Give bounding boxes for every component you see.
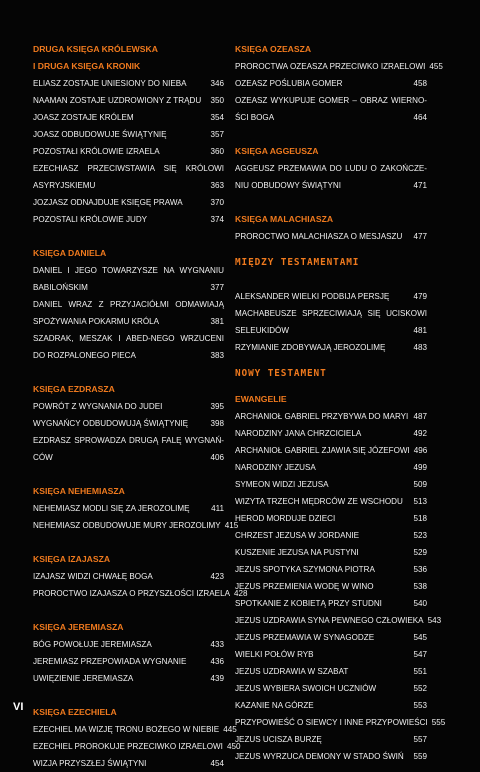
toc-entry[interactable]: [33, 585, 248, 602]
toc-column-right: [235, 41, 446, 765]
entry-title-line: DO ROZPALONEGO PIECA: [33, 351, 136, 360]
entry-title-line: ASYRYJSKIEMU: [33, 181, 96, 190]
toc-entry[interactable]: [235, 595, 427, 612]
toc-entry[interactable]: [235, 339, 427, 356]
entry-title: JEZUS PRZEMAWIA W SYNAGODZE: [235, 633, 375, 642]
page-number: 540: [413, 599, 427, 608]
entry-last-line: [235, 177, 427, 194]
toc-entry[interactable]: [33, 160, 224, 194]
page-number: 398: [210, 419, 224, 428]
spacer: [33, 534, 224, 551]
toc-entry[interactable]: [33, 500, 224, 517]
toc-entry[interactable]: [235, 646, 427, 663]
entry-title-line: AGGEUSZ PRZEMAWIA DO LUDU O ZAKOŃCZE-: [235, 164, 427, 173]
entry-title: KAZANIE NA GÓRZE: [235, 701, 314, 710]
page-number: 555: [431, 718, 446, 727]
spacer: [235, 194, 427, 211]
page-number: 496: [413, 446, 428, 455]
entry-title: ELIASZ ZOSTAJE UNIESIONY DO NIEBA: [33, 79, 187, 88]
entry-title: JOZJASZ ODNAJDUJE KSIĘGĘ PRAWA: [33, 198, 183, 207]
page-number: 523: [413, 531, 427, 540]
entry-title-line: DANIEL WRAZ Z PRZYJACIÓŁMI ODMAWIAJĄ: [33, 300, 224, 309]
entry-last-line: [33, 449, 224, 466]
entry-title-line: SZADRAK, MESZAK I ABED-NEGO WRZUCENI: [33, 334, 224, 343]
page-number: 383: [210, 351, 224, 360]
entry-title: POZOSTAŁI KRÓLOWIE IZRAELA: [33, 147, 160, 156]
page-number: 455: [429, 62, 443, 71]
page-number: 464: [413, 113, 427, 122]
spacer: [33, 466, 224, 483]
toc-entry[interactable]: [235, 544, 427, 561]
spacer: [235, 382, 427, 391]
page-number: 360: [210, 147, 224, 156]
page-number: 487: [413, 412, 427, 421]
entry-last-line: [235, 109, 427, 126]
entry-title: PRZYPOWIEŚĆ O SIEWCY I INNE PRZYPOWIEŚCI: [235, 718, 428, 727]
page-number: 423: [210, 572, 224, 581]
toc-entry[interactable]: [235, 680, 427, 697]
entry-title: JEZUS WYBIERA SWOICH UCZNIÓW: [235, 684, 377, 693]
page-number: 377: [210, 283, 224, 292]
page-number: 557: [413, 735, 427, 744]
toc-entry[interactable]: [33, 636, 224, 653]
toc-entry[interactable]: [235, 305, 427, 339]
entry-title: WIZYTA TRZECH MĘDRCÓW ZE WSCHODU: [235, 497, 403, 506]
heading-line: KSIĘGA EZDRASZA: [33, 384, 115, 394]
entry-last-line: [33, 177, 224, 194]
heading-line: I DRUGA KSIĘGA KRONIK: [33, 61, 141, 71]
entry-title: NEHEMIASZ ODBUDOWUJE MURY JEROZOLIMY: [33, 521, 221, 530]
heading-line: KSIĘGA MALACHIASZA: [235, 214, 334, 224]
entry-title-line: SPOŻYWANIA POKARMU KRÓLA: [33, 317, 160, 326]
toc-entry[interactable]: [235, 697, 427, 714]
entry-title: JOASZ ODBUDOWUJE ŚWIĄTYNIĘ: [33, 130, 167, 139]
page-number: 518: [413, 514, 427, 523]
toc-entry[interactable]: [33, 194, 224, 211]
page-number: 357: [210, 130, 224, 139]
toc-entry[interactable]: [33, 262, 224, 296]
spacer: [33, 228, 224, 245]
page-number: 406: [210, 453, 224, 462]
toc-entry[interactable]: [235, 408, 427, 425]
toc-entry[interactable]: [235, 578, 427, 595]
toc-entry[interactable]: [235, 459, 427, 476]
page-number: 543: [427, 616, 442, 625]
toc-entry[interactable]: [235, 731, 427, 748]
entry-title: EZECHIEL PROROKUJE PRZECIWKO IZRAELOWI: [33, 742, 223, 751]
page-number: 545: [413, 633, 427, 642]
section-heading: [33, 245, 224, 262]
entry-title: HEROD MORDUJE DZIECI: [235, 514, 336, 523]
page-number: 458: [413, 79, 427, 88]
heading-line: EWANGELIE: [235, 394, 287, 404]
page-number: 513: [413, 497, 427, 506]
entry-title-line: BABILOŃSKIM: [33, 283, 88, 292]
section-heading: [33, 41, 224, 75]
page-number: 481: [413, 326, 427, 335]
section-heading: [235, 391, 427, 408]
toc-entry[interactable]: [235, 92, 427, 126]
page-folio: VI: [13, 701, 24, 713]
entry-title: ARCHANIOŁ GABRIEL PRZYBYWA DO MARYI: [235, 412, 409, 421]
entry-last-line: [33, 279, 224, 296]
toc-entry[interactable]: [33, 109, 224, 126]
entry-title: PROROCTWA OZEASZA PRZECIWKO IZRAELOWI: [235, 62, 426, 71]
entry-title-line: MACHABEUSZE SPRZECIWIAJĄ SIĘ UCISKOWI: [235, 309, 427, 318]
toc-entry[interactable]: [33, 415, 224, 432]
page-number: 479: [413, 292, 427, 301]
entry-title: NEHEMIASZ MODLI SIĘ ZA JEROZOLIMĘ: [33, 504, 190, 513]
page-number: 370: [210, 198, 224, 207]
entry-title: JOASZ ZOSTAJE KRÓLEM: [33, 113, 134, 122]
entry-title: IZAJASZ WIDZI CHWAŁĘ BOGA: [33, 572, 153, 581]
page-number: 439: [210, 674, 224, 683]
toc-entry[interactable]: [33, 398, 224, 415]
entry-title: CHRZEST JEZUSA W JORDANIE: [235, 531, 359, 540]
entry-title: NARODZINY JEZUSA: [235, 463, 316, 472]
page-number: 374: [210, 215, 224, 224]
heading-line: DRUGA KSIĘGA KRÓLEWSKA: [33, 44, 158, 54]
section-heading: [235, 211, 427, 228]
toc-entry[interactable]: [33, 211, 224, 228]
entry-title: JEZUS UZDRAWIA W SZABAT: [235, 667, 349, 676]
toc-entry[interactable]: [235, 476, 427, 493]
entry-title: KUSZENIE JEZUSA NA PUSTYNI: [235, 548, 359, 557]
section-heading: [235, 143, 427, 160]
toc-entry[interactable]: [235, 527, 427, 544]
toc-entry[interactable]: [235, 75, 427, 92]
toc-entry[interactable]: [33, 126, 224, 143]
toc-entry[interactable]: [235, 561, 427, 578]
page-number: 483: [413, 343, 427, 352]
page-number: 492: [413, 429, 427, 438]
entry-title: JEZUS PRZEMIENIA WODĘ W WINO: [235, 582, 374, 591]
section-heading: [33, 483, 224, 500]
entry-title: JEZUS WYRZUCA DEMONY W STADO ŚWIŃ: [235, 752, 404, 761]
entry-title-line: EZDRASZ SPROWADZA DRUGĄ FALĘ WYGNAŃ-: [33, 436, 224, 445]
entry-last-line: [33, 313, 224, 330]
entry-last-line: [33, 347, 224, 364]
entry-last-line: [235, 322, 427, 339]
page-number: 346: [210, 79, 224, 88]
toc-entry[interactable]: [235, 288, 427, 305]
spacer: [235, 271, 427, 288]
toc-entry[interactable]: [235, 612, 442, 629]
entry-title-line: CÓW: [33, 453, 53, 462]
page-number: 428: [233, 589, 248, 598]
section-heading: [235, 41, 427, 58]
toc-entry[interactable]: [235, 442, 427, 459]
page-number: 547: [413, 650, 427, 659]
page-number: 433: [210, 640, 224, 649]
toc-entry[interactable]: [33, 568, 224, 585]
toc-entry[interactable]: [33, 432, 224, 466]
entry-title: POWRÓT Z WYGNANIA DO JUDEI: [33, 402, 163, 411]
toc-column-left: [33, 41, 248, 772]
spacer: [33, 602, 224, 619]
entry-title: EZECHIEL MA WIZJĘ TRONU BOŻEGO W NIEBIE: [33, 725, 220, 734]
page-number: 350: [210, 96, 224, 105]
entry-title: NAAMAN ZOSTAJE UZDROWIONY Z TRĄDU: [33, 96, 202, 105]
entry-title: BÓG POWOŁUJE JEREMIASZA: [33, 640, 152, 649]
page-number: 436: [210, 657, 224, 666]
spacer: [235, 126, 427, 143]
heading-line: KSIĘGA NEHEMIASZA: [33, 486, 125, 496]
spacer: [235, 356, 427, 365]
page-number: 559: [413, 752, 427, 761]
page-number: 445: [223, 725, 237, 734]
page-number: 477: [413, 232, 427, 241]
page-number: 536: [413, 565, 427, 574]
page-number: 471: [413, 181, 427, 190]
toc-entry[interactable]: [235, 748, 427, 765]
heading-line: KSIĘGA DANIELA: [33, 248, 107, 258]
page-number: 553: [413, 701, 427, 710]
page-number: 450: [226, 742, 241, 751]
toc-entry[interactable]: [235, 425, 427, 442]
part-heading: [235, 254, 427, 271]
page-number: 552: [413, 684, 427, 693]
toc-entry[interactable]: [235, 160, 427, 194]
entry-title: ARCHANIOŁ GABRIEL ZJAWIA SIĘ JÓZEFOWI: [235, 446, 410, 455]
page-number: 538: [413, 582, 427, 591]
entry-title: POZOSTALI KRÓLOWIE JUDY: [33, 215, 148, 224]
entry-title: WIELKI POŁÓW RYB: [235, 650, 314, 659]
heading-line: KSIĘGA OZEASZA: [235, 44, 312, 54]
page-number: 509: [413, 480, 427, 489]
entry-title: SPOTKANIE Z KOBIETĄ PRZY STUDNI: [235, 599, 382, 608]
toc-entry[interactable]: [33, 296, 224, 330]
toc-entry[interactable]: [235, 493, 427, 510]
toc-entry[interactable]: [235, 714, 446, 731]
entry-title-line: SELEUKIDÓW: [235, 326, 289, 335]
spacer: [235, 245, 427, 254]
entry-title: JEZUS UZDRAWIA SYNA PEWNEGO CZŁOWIEKA: [235, 616, 424, 625]
entry-title: PROROCTWO IZAJASZA O PRZYSZŁOŚCI IZRAELA: [33, 589, 230, 598]
entry-title: WYGNAŃCY ODBUDOWUJĄ ŚWIĄTYNIĘ: [33, 419, 188, 428]
entry-title: UWIĘZIENIE JEREMIASZA: [33, 674, 134, 683]
toc-entry[interactable]: [33, 755, 224, 772]
part-heading: [235, 365, 427, 382]
toc-entry[interactable]: [33, 721, 237, 738]
entry-title-line: OZEASZ WYKUPUJE GOMER – OBRAZ WIERNO-: [235, 96, 427, 105]
entry-title: JEZUS SPOTYKA SZYMONA PIOTRA: [235, 565, 375, 574]
toc-entry[interactable]: [33, 330, 224, 364]
entry-title: WIZJA PRZYSZŁEJ ŚWIĄTYNI: [33, 759, 147, 768]
toc-entry[interactable]: [33, 75, 224, 92]
heading-line: KSIĘGA AGGEUSZA: [235, 146, 319, 156]
entry-title: JEREMIASZ PRZEPOWIADA WYGNANIE: [33, 657, 187, 666]
page-number: 411: [211, 504, 224, 513]
toc-entry[interactable]: [33, 653, 224, 670]
entry-title-line: EZECHIASZ PRZECIWSTAWIA SIĘ KRÓLOWI: [33, 164, 224, 173]
entry-title: OZEASZ POŚLUBIA GOMER: [235, 79, 343, 88]
entry-title: RZYMIANIE ZDOBYWAJĄ JEROZOLIMĘ: [235, 343, 386, 352]
entry-title-line: NIU ODBUDOWY ŚWIĄTYNI: [235, 181, 341, 190]
entry-title-line: DANIEL I JEGO TOWARZYSZE NA WYGNANIU: [33, 266, 224, 275]
toc-entry[interactable]: [33, 92, 224, 109]
section-heading: [33, 551, 224, 568]
section-heading: [33, 619, 224, 636]
section-heading: [33, 381, 224, 398]
page-number: 499: [413, 463, 427, 472]
entry-title: JEZUS UCISZA BURZĘ: [235, 735, 322, 744]
toc-entry[interactable]: [235, 629, 427, 646]
entry-title: SYMEON WIDZI JEZUSA: [235, 480, 329, 489]
heading-line: NOWY TESTAMENT: [235, 368, 327, 379]
page-number: 363: [210, 181, 224, 190]
heading-line: KSIĘGA EZECHIELA: [33, 707, 117, 717]
page-number: 551: [413, 667, 427, 676]
toc-entry[interactable]: [33, 517, 239, 534]
spacer: [33, 364, 224, 381]
heading-line: KSIĘGA IZAJASZA: [33, 554, 111, 564]
page-number: 415: [224, 521, 239, 530]
toc-entry[interactable]: [235, 58, 443, 75]
spacer: [33, 687, 224, 704]
page-number: 529: [413, 548, 427, 557]
heading-line: KSIĘGA JEREMIASZA: [33, 622, 124, 632]
entry-title: NARODZINY JANA CHRZCICIELA: [235, 429, 362, 438]
toc-entry[interactable]: [235, 663, 427, 680]
entry-title: ALEKSANDER WIELKI PODBIJA PERSJĘ: [235, 292, 390, 301]
toc-entry[interactable]: [235, 510, 427, 527]
toc-entry[interactable]: [235, 228, 427, 245]
page-number: 395: [210, 402, 224, 411]
entry-title: PROROCTWO MALACHIASZA O MESJASZU: [235, 232, 403, 241]
page-number: 454: [210, 759, 224, 768]
toc-entry[interactable]: [33, 670, 224, 687]
section-heading: [33, 704, 224, 721]
entry-title-line: ŚCI BOGA: [235, 113, 275, 122]
toc-entry[interactable]: [33, 738, 241, 755]
toc-entry[interactable]: [33, 143, 224, 160]
heading-line: MIĘDZY TESTAMENTAMI: [235, 257, 360, 268]
page-number: 354: [210, 113, 224, 122]
page-number: 381: [210, 317, 224, 326]
